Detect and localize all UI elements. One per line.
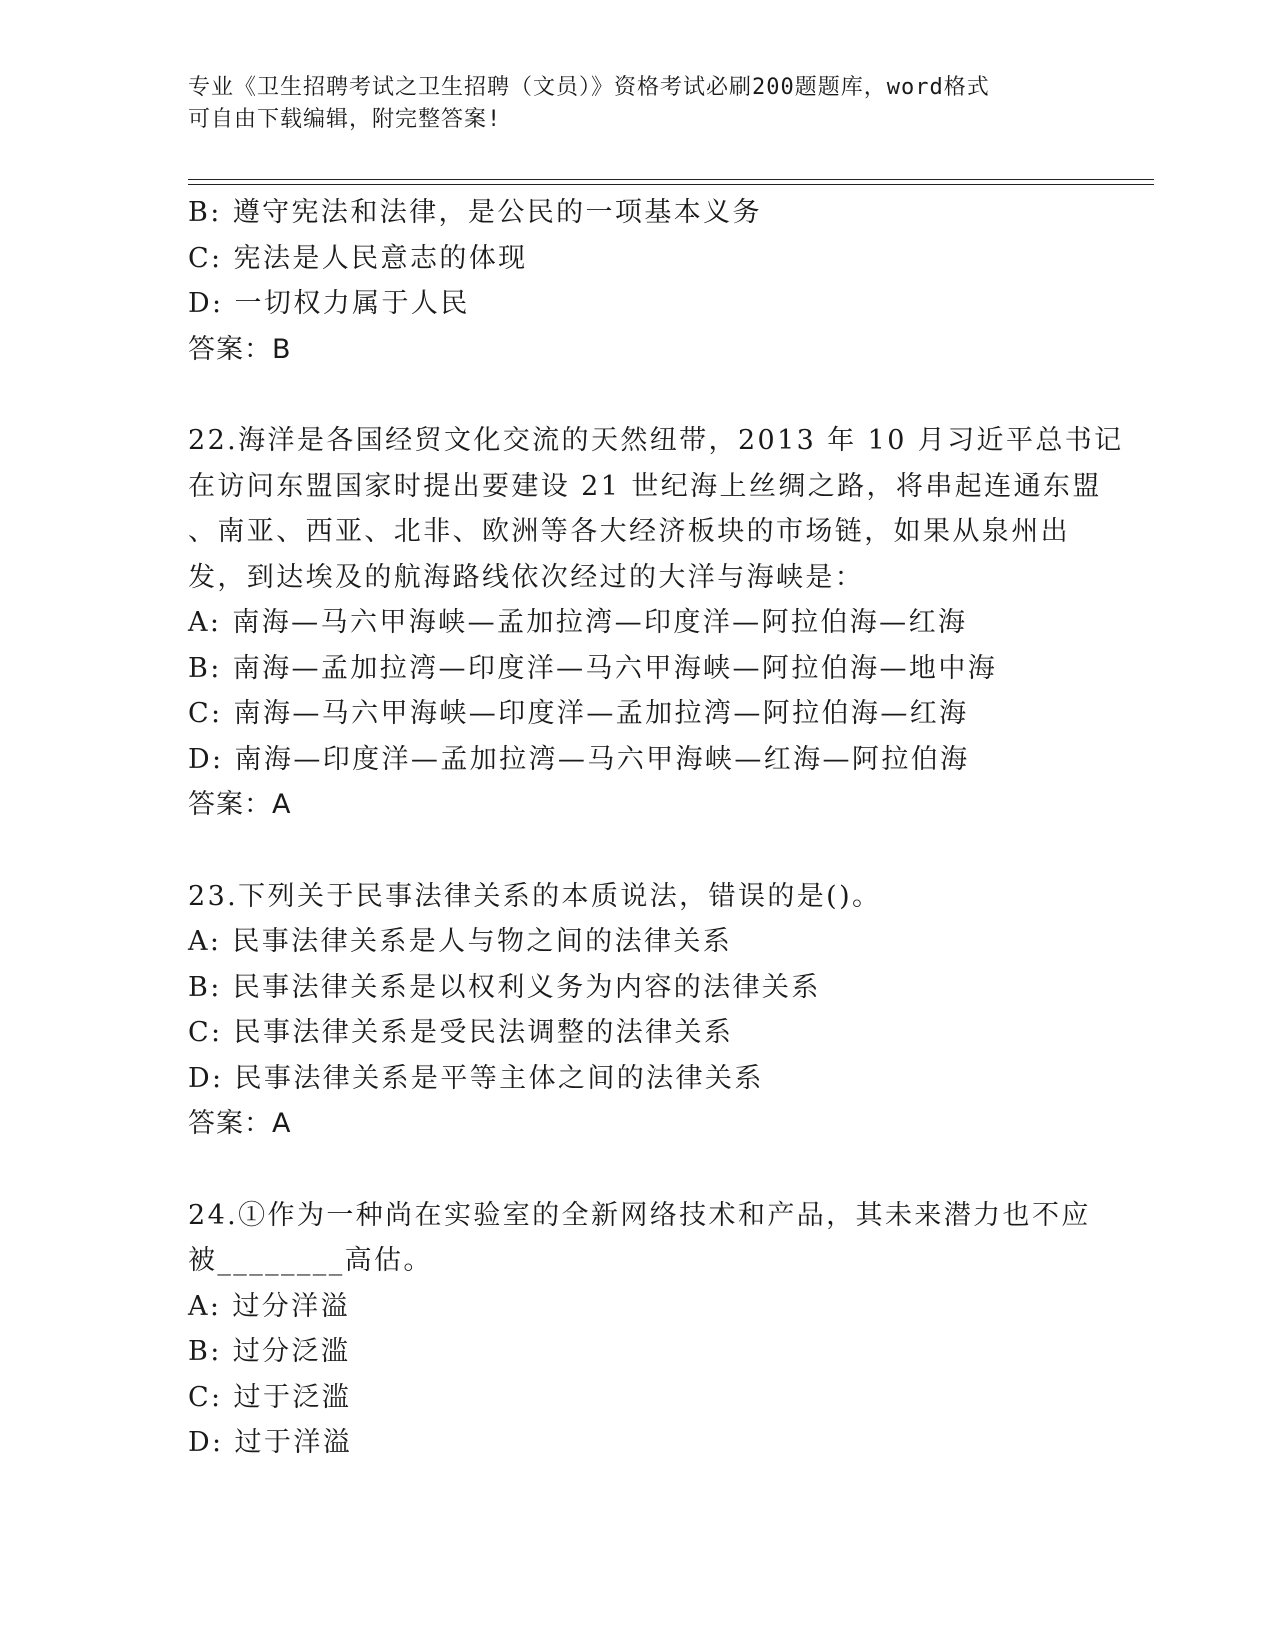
question-21-tail: [188, 190, 1088, 372]
option-c: C: 过于泛滥: [188, 1381, 352, 1413]
option-c: C: 民事法律关系是受民法调整的法律关系: [188, 1017, 734, 1048]
option-c: C: 南海—马六甲海峡—印度洋—孟加拉湾—阿拉伯海—红海: [188, 698, 969, 729]
option-a: A: 民事法律关系是人与物之间的法律关系: [188, 926, 733, 957]
document-header: [188, 72, 1068, 136]
option-b: B: 民事法律关系是以权利义务为内容的法律关系: [188, 971, 821, 1003]
option-c: C: 宪法是人民意志的体现: [188, 242, 528, 274]
stem-line: 、南亚、西亚、北非、欧洲等各大经济板块的市场链，如果从泉州出: [188, 516, 1070, 547]
answer-line: 答案：A: [188, 789, 292, 820]
option-a: A: 过分洋溢: [188, 1290, 350, 1322]
header-divider-bottom: [188, 184, 1154, 185]
answer-line: 答案：B: [188, 333, 292, 365]
option-b: B: 遵守宪法和法律，是公民的一项基本义务: [188, 197, 762, 228]
stem-line: 在访问东盟国家时提出要建设 21 世纪海上丝绸之路，将串起连通东盟: [188, 470, 1102, 502]
question-24: [188, 1193, 1091, 1466]
stem-line: 22.海洋是各国经贸文化交流的天然纽带，2013 年 10 月习近平总书记: [188, 425, 1124, 456]
option-d: D: 民事法律关系是平等主体之间的法律关系: [188, 1062, 764, 1094]
spacer: [188, 1147, 1088, 1193]
header-divider-top: [188, 179, 1154, 180]
stem-line: 24.①作为一种尚在实验室的全新网络技术和产品，其未来潜力也不应: [188, 1199, 1091, 1231]
question-23: [188, 874, 1088, 1147]
header-title-line-1: 专业《卫生招聘考试之卫生招聘（文员）》资格考试必刷200题题库，word格式: [188, 75, 990, 100]
question-stem: [188, 1193, 1091, 1284]
option-d: D: 南海—印度洋—孟加拉湾—马六甲海峡—红海—阿拉伯海: [188, 743, 970, 775]
answer-line: 答案：A: [188, 1108, 292, 1139]
question-stem: [188, 874, 1088, 920]
spacer: [188, 828, 1088, 874]
question-22: [188, 418, 1124, 828]
stem-line: 发，到达埃及的航海路线依次经过的大洋与海峡是：: [188, 561, 865, 593]
header-title-line-2: 可自由下载编辑，附完整答案!: [188, 107, 502, 132]
option-b: B: 南海—孟加拉湾—印度洋—马六甲海峡—阿拉伯海—地中海: [188, 652, 998, 684]
option-d: D: 过于洋溢: [188, 1427, 353, 1458]
spacer: [188, 372, 1088, 418]
stem-line: 23.下列关于民事法律关系的本质说法，错误的是()。: [188, 880, 882, 912]
question-list: [188, 190, 1124, 1466]
option-d: D: 一切权力属于人民: [188, 288, 470, 319]
stem-line: 被________高估。: [188, 1245, 433, 1276]
question-stem: [188, 418, 1124, 600]
option-b: B: 过分泛滥: [188, 1336, 351, 1367]
option-a: A: 南海—马六甲海峡—孟加拉湾—印度洋—阿拉伯海—红海: [188, 607, 968, 638]
